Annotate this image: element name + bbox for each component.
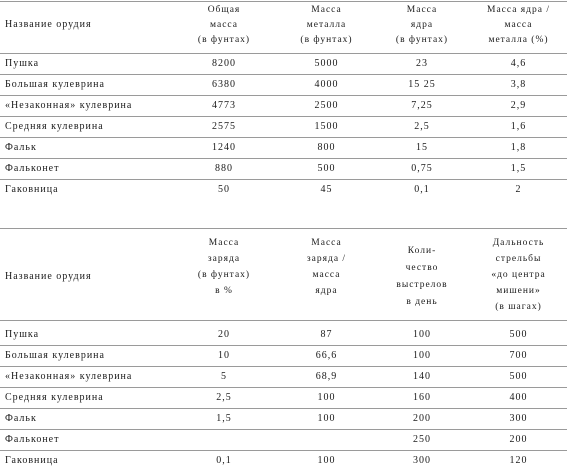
cell-charge: 5	[221, 371, 227, 382]
cell-metal-mass: 45	[320, 184, 333, 195]
table1-header-ratio-3: металла (%)	[488, 35, 549, 45]
cell-metal-mass: 5000	[314, 58, 339, 69]
table1-header-total-mass-3: (в фунтах)	[197, 35, 251, 45]
cell-ratio: 2,9	[510, 100, 527, 111]
row-name: Пушка	[5, 329, 40, 340]
table2-header-charge-ratio-2: заряда /	[306, 254, 347, 264]
row-divider	[0, 74, 567, 75]
cell-shots-per-day: 300	[413, 455, 431, 466]
table1-top-rule	[0, 1, 567, 2]
table1-header-metal-mass-2: металла	[306, 20, 347, 30]
cell-ball-mass: 2,5	[414, 121, 430, 132]
cell-charge-ratio: 100	[317, 392, 336, 403]
table1-header-metal-mass-1: Масса	[311, 5, 342, 15]
row-name: Фальк	[5, 413, 37, 424]
row-name: «Незаконная» кулеврина	[5, 371, 133, 382]
row-name: Средняя кулеврина	[5, 392, 104, 403]
row-divider	[0, 158, 567, 159]
table2-header-shots-1: Коли-	[407, 246, 437, 256]
cell-shots-per-day: 140	[413, 371, 431, 382]
table2-header-charge-ratio-3: масса	[312, 270, 341, 280]
table2-top-rule	[0, 228, 567, 229]
table2-header-shots-4: в день	[406, 297, 438, 307]
row-name: Гаковница	[5, 184, 59, 195]
cell-ratio: 1,5	[510, 163, 527, 174]
row-divider	[0, 179, 567, 180]
cell-ratio: 2	[515, 184, 522, 195]
table2-header-range-2: стрельбы	[495, 254, 542, 264]
cell-total-mass: 880	[215, 163, 233, 174]
row-name: Фальконет	[5, 434, 60, 445]
row-divider	[0, 450, 567, 451]
table2-header-range-1: Дальность	[492, 238, 545, 248]
cell-ratio: 1,6	[510, 121, 527, 132]
cell-shots-per-day: 100	[413, 350, 431, 361]
row-name: Фальк	[5, 142, 37, 153]
cell-shots-per-day: 200	[413, 413, 431, 424]
row-name: Большая кулеврина	[5, 350, 105, 361]
cell-charge-ratio: 87	[320, 329, 333, 340]
cell-ball-mass: 7,25	[411, 100, 433, 111]
row-name: «Незаконная» кулеврина	[5, 100, 133, 111]
cell-ball-mass: 15	[416, 142, 428, 153]
cell-range: 300	[509, 413, 528, 424]
cell-charge-ratio: 100	[317, 413, 336, 424]
table1-header-ball-mass-3: (в фунтах)	[395, 35, 449, 45]
table1-header-ball-mass-2: ядра	[410, 20, 434, 30]
table1-header-total-mass-1: Общая	[207, 5, 241, 15]
cell-ratio: 4,6	[510, 58, 527, 69]
cell-metal-mass: 800	[317, 142, 336, 153]
cell-total-mass: 4773	[212, 100, 236, 111]
table1-header-total-mass-2: масса	[210, 20, 238, 30]
table2-header-shots-3: выстрелов	[396, 280, 448, 290]
cell-ball-mass: 23	[416, 58, 428, 69]
table2-header-charge-2: заряда	[207, 254, 241, 264]
cell-shots-per-day: 160	[413, 392, 431, 403]
cell-metal-mass: 500	[317, 163, 336, 174]
row-divider	[0, 408, 567, 409]
table2-header-range-5: (в шагах)	[495, 302, 542, 312]
table2-header-name: Название орудия	[5, 271, 92, 282]
row-divider	[0, 137, 567, 138]
cell-total-mass: 6380	[212, 79, 236, 90]
cell-total-mass: 1240	[212, 142, 236, 153]
row-divider	[0, 95, 567, 96]
cell-total-mass: 50	[218, 184, 230, 195]
cell-charge-ratio: 100	[317, 455, 336, 466]
row-name: Пушка	[5, 58, 40, 69]
cell-metal-mass: 2500	[314, 100, 339, 111]
row-divider	[0, 387, 567, 388]
cell-charge: 2,5	[216, 392, 232, 403]
cell-metal-mass: 1500	[314, 121, 339, 132]
cell-charge: 1,5	[216, 413, 232, 424]
table1-header-rule	[0, 53, 567, 54]
cell-shots-per-day: 250	[413, 434, 431, 445]
table2-header-range-4: мишени»	[496, 286, 541, 296]
table2-header-range-3: «до центра	[491, 270, 546, 280]
table1-header-ratio-2: масса	[504, 20, 533, 30]
cell-charge-ratio: 68,9	[315, 371, 338, 382]
cell-ball-mass: 0,75	[411, 163, 433, 174]
row-name: Фальконет	[5, 163, 60, 174]
table2-header-charge-1: Масса	[208, 238, 240, 248]
cell-ratio: 1,8	[510, 142, 527, 153]
table1-header-metal-mass-3: (в фунтах)	[300, 35, 353, 45]
cell-charge: 0,1	[216, 455, 232, 466]
cell-total-mass: 2575	[212, 121, 236, 132]
cell-metal-mass: 4000	[314, 79, 339, 90]
row-name: Гаковница	[5, 455, 59, 466]
cell-ratio: 3,8	[510, 79, 527, 90]
cell-range: 400	[509, 392, 528, 403]
cell-total-mass: 8200	[212, 58, 236, 69]
table1-header-ratio-1: Масса ядра /	[487, 5, 550, 15]
table2-header-charge-ratio-4: ядра	[315, 286, 338, 296]
table2-header-charge-4: в %	[215, 286, 233, 296]
cell-ball-mass: 15 25	[408, 79, 436, 90]
cell-charge: 20	[218, 329, 230, 340]
table2-header-charge-3: (в фунтах)	[197, 270, 251, 280]
cell-charge: 10	[218, 350, 230, 361]
row-divider	[0, 345, 567, 346]
table1-header-name: Название орудия	[5, 19, 92, 30]
row-divider	[0, 429, 567, 430]
cell-range: 500	[509, 371, 528, 382]
table2-header-shots-2: чество	[405, 263, 439, 273]
row-name: Средняя кулеврина	[5, 121, 104, 132]
table1-header-ball-mass-1: Масса	[406, 5, 438, 15]
row-divider	[0, 366, 567, 367]
table2-header-charge-ratio-1: Масса	[311, 238, 342, 248]
cell-range: 700	[509, 350, 528, 361]
row-name: Большая кулеврина	[5, 79, 105, 90]
cell-shots-per-day: 100	[413, 329, 431, 340]
row-divider	[0, 116, 567, 117]
cell-range: 200	[509, 434, 528, 445]
cell-range: 120	[509, 455, 528, 466]
cell-range: 500	[509, 329, 528, 340]
cell-charge-ratio: 66,6	[315, 350, 338, 361]
table2-header-rule	[0, 320, 567, 321]
cell-ball-mass: 0,1	[414, 184, 430, 195]
